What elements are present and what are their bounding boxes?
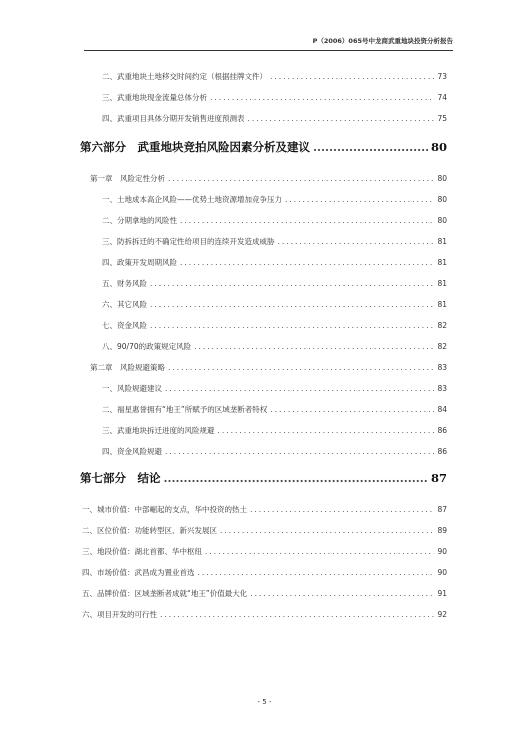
toc-entry-label: 六、项目开发的可行性 xyxy=(82,610,157,619)
toc-entry[interactable] xyxy=(82,546,447,557)
toc-entry[interactable] xyxy=(102,113,447,124)
toc-entry-page: 82 xyxy=(437,321,447,330)
toc-part-label: 第七部分 结论 xyxy=(80,471,161,485)
toc-entry-label: 五、品牌价值：区域垄断者成就“地王”价值最大化 xyxy=(82,589,248,598)
toc-leader xyxy=(150,279,434,288)
page-number: - 5 - xyxy=(257,698,272,706)
toc-entry[interactable] xyxy=(82,609,447,620)
toc-entry[interactable] xyxy=(102,215,447,226)
toc-entry[interactable] xyxy=(102,257,447,268)
toc-entry-label: 二、武重地块土地移交时间约定（根据挂牌文件） xyxy=(102,72,267,81)
header-title: P（2006）065号中龙商武重地块投资分析报告 xyxy=(312,37,453,45)
toc-entry-label: 六、其它风险 xyxy=(102,300,147,309)
toc-entry-page: 84 xyxy=(437,405,447,414)
toc-part-page: 80 xyxy=(430,140,447,154)
toc-chapter[interactable] xyxy=(90,362,447,373)
toc-part-page: 87 xyxy=(430,471,447,485)
toc-entry-label: 七、资金风险 xyxy=(102,321,147,330)
toc-chapter[interactable] xyxy=(90,173,447,184)
toc-entry[interactable] xyxy=(82,504,447,515)
toc-leader xyxy=(218,426,435,435)
page-header xyxy=(84,36,453,51)
toc-entry-page: 82 xyxy=(437,342,447,351)
toc-leader xyxy=(250,589,434,598)
toc-entry[interactable] xyxy=(102,446,447,457)
toc-entry-label: 四、资金风险规避 xyxy=(102,447,162,456)
toc-entry[interactable] xyxy=(102,341,447,352)
toc-chapter-label: 第二章 风险规避策略 xyxy=(90,363,165,372)
toc-part-heading[interactable] xyxy=(80,139,447,155)
toc-entry[interactable] xyxy=(102,320,447,331)
toc-leader xyxy=(164,471,428,485)
toc-entry-page: 89 xyxy=(437,526,447,535)
toc-entry-label: 二、区位价值：功能转型区、新兴发展区 xyxy=(82,526,217,535)
toc-entry-page: 81 xyxy=(437,237,447,246)
toc-entry-label: 一、城市价值：中部崛起的支点，华中投资的热土 xyxy=(82,505,247,514)
toc-entry-label: 三、防拆拆迁的不确定性给项目的连续开发造成威胁 xyxy=(102,237,275,246)
toc-leader xyxy=(198,568,435,577)
toc-entry[interactable] xyxy=(102,404,447,415)
toc-entry-label: 二、分期拿地的风险性 xyxy=(102,216,177,225)
toc-entry-label: 三、武重地块拆迁进度的风险规避 xyxy=(102,426,215,435)
toc-leader xyxy=(165,384,434,393)
toc-entry-page: 75 xyxy=(437,114,447,123)
toc-entry[interactable] xyxy=(102,71,447,82)
toc-leader xyxy=(248,114,435,123)
toc-entry-label: 八、90/70的政策规定风险 xyxy=(102,342,192,351)
toc-entry-label: 一、土地成本高企风险——优势土地资源增加竞争压力 xyxy=(102,195,282,204)
toc-leader xyxy=(180,258,434,267)
toc-part-heading[interactable] xyxy=(80,470,447,486)
toc-entry-label: 四、政策开发周期风险 xyxy=(102,258,177,267)
toc-leader xyxy=(278,237,435,246)
toc-leader xyxy=(150,300,434,309)
toc-entry-page: 87 xyxy=(437,505,447,514)
toc-entry-page: 91 xyxy=(437,589,447,598)
toc-leader xyxy=(313,140,428,154)
toc-chapter-page: 83 xyxy=(437,363,447,372)
toc-entry-page: 86 xyxy=(437,426,447,435)
toc-entry[interactable] xyxy=(82,567,447,578)
toc-leader xyxy=(168,363,434,372)
toc-leader xyxy=(180,216,434,225)
toc-chapter-label: 第一章 风险定性分析 xyxy=(90,174,165,183)
toc-entry-page: 81 xyxy=(437,279,447,288)
toc-entry[interactable] xyxy=(102,299,447,310)
toc-entry-page: 80 xyxy=(437,195,447,204)
toc-entry[interactable] xyxy=(102,194,447,205)
toc-entry-page: 73 xyxy=(437,72,447,81)
toc-entry[interactable] xyxy=(102,278,447,289)
toc-leader xyxy=(168,174,434,183)
toc-entry[interactable] xyxy=(102,425,447,436)
toc-entry-label: 三、武重地块现金流量总体分析 xyxy=(102,93,207,102)
toc-chapter-page: 80 xyxy=(437,174,447,183)
toc-entry-label: 一、风险规避建议 xyxy=(102,384,162,393)
toc-entry-label: 三、地段价值：湖北首都、华中枢纽 xyxy=(82,547,202,556)
toc-entry-page: 92 xyxy=(437,610,447,619)
toc-leader xyxy=(250,505,434,514)
toc-entry[interactable] xyxy=(102,92,447,103)
toc-leader xyxy=(194,342,434,351)
toc-leader xyxy=(285,195,434,204)
toc-leader xyxy=(165,447,434,456)
toc-leader xyxy=(205,547,434,556)
toc-entry-page: 74 xyxy=(437,93,447,102)
toc-entry-page: 86 xyxy=(437,447,447,456)
toc-entry[interactable] xyxy=(82,588,447,599)
toc-entry-page: 83 xyxy=(437,384,447,393)
toc-leader xyxy=(210,93,434,102)
toc-leader xyxy=(270,72,434,81)
toc-entry-page: 81 xyxy=(437,300,447,309)
toc-leader xyxy=(150,321,434,330)
toc-entry[interactable] xyxy=(82,525,447,536)
toc-entry-label: 四、武重项目具体分期开发销售进度预测表 xyxy=(102,114,245,123)
toc-entry-page: 90 xyxy=(437,547,447,556)
toc-entry-page: 80 xyxy=(437,216,447,225)
toc-leader xyxy=(160,610,434,619)
toc-entry-page: 90 xyxy=(437,568,447,577)
toc-entry-label: 四、市场价值：武昌成为置业首选 xyxy=(82,568,195,577)
toc-leader xyxy=(220,526,434,535)
toc-entry[interactable] xyxy=(102,236,447,247)
toc-part-label: 第六部分 武重地块竞拍风险因素分析及建议 xyxy=(80,140,310,154)
toc-entry-label: 五、财务风险 xyxy=(102,279,147,288)
toc-entry-page: 81 xyxy=(437,258,447,267)
toc-entry-label: 二、福星惠誉拥有“地王”所赋予的区域垄断者特权 xyxy=(102,405,268,414)
toc-entry[interactable] xyxy=(102,383,447,394)
toc-leader xyxy=(270,405,434,414)
